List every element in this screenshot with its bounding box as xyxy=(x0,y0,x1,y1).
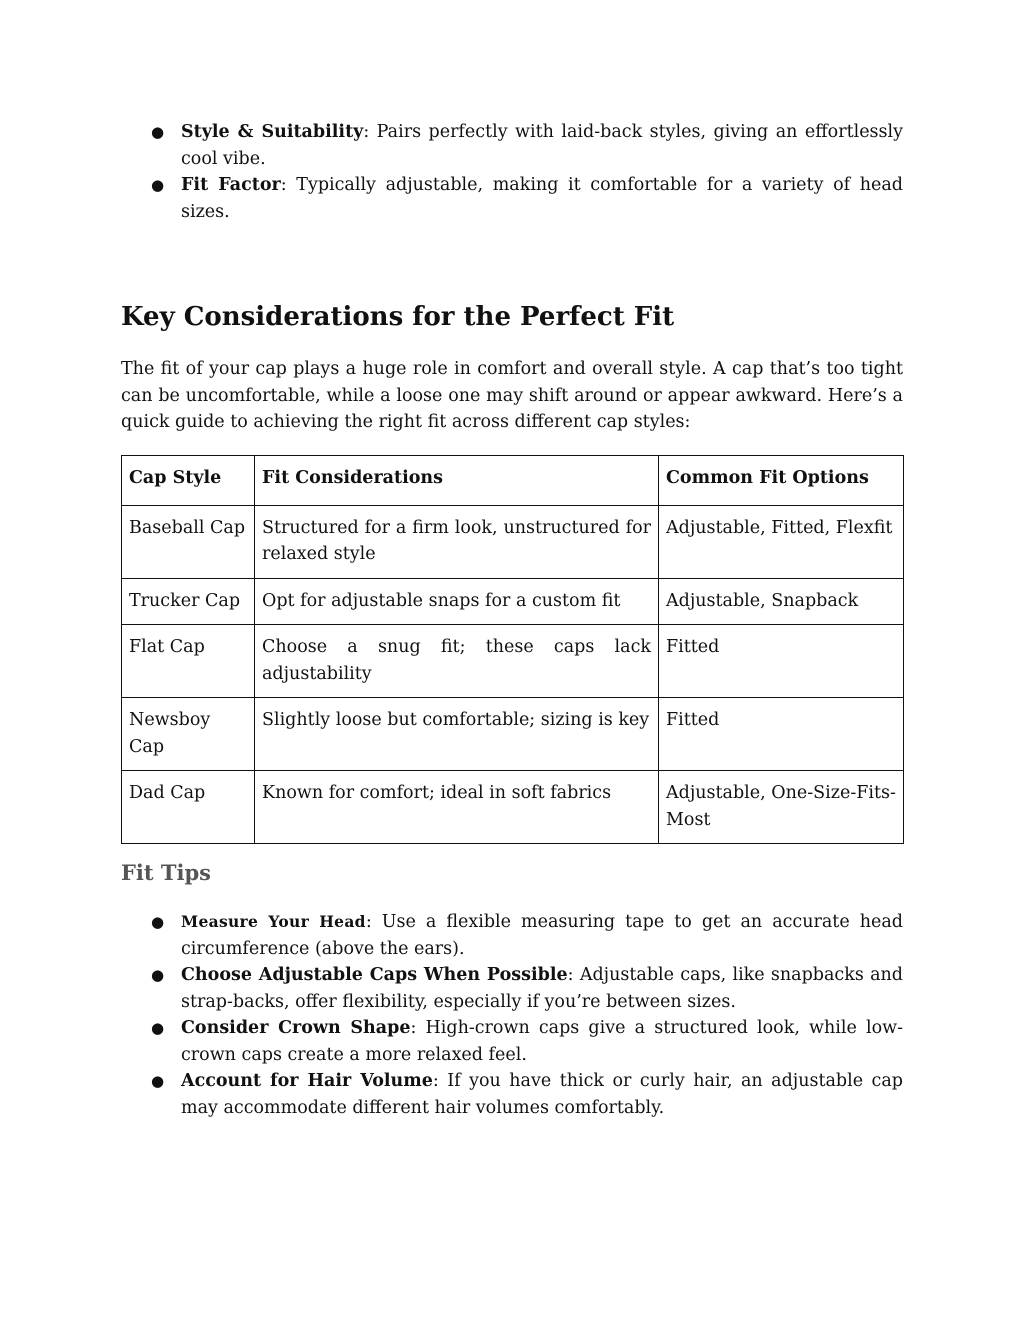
section-heading: Key Considerations for the Perfect Fit xyxy=(121,302,675,332)
style-bullet-list xyxy=(121,119,903,225)
table-cell: Flat Cap xyxy=(122,625,255,698)
bullet-term: Fit Factor xyxy=(181,175,281,195)
table-row xyxy=(122,505,904,578)
list-item xyxy=(121,172,903,225)
bullet-term: Style & Suitability xyxy=(181,122,364,142)
bullet-icon: ● xyxy=(151,123,165,141)
list-item xyxy=(121,909,903,962)
tip-term: Choose Adjustable Caps When Possible xyxy=(181,965,568,985)
table-cell: Baseball Cap xyxy=(122,505,255,578)
table-cell: Known for comfort; ideal in soft fabrics xyxy=(255,771,659,844)
table-row xyxy=(122,625,904,698)
tip-text: : Adjustable caps, like snapbacks and strap-backs, offer flexibility, especially if you’re between sizes. xyxy=(181,965,903,1012)
table-row xyxy=(122,698,904,771)
table-row xyxy=(122,771,904,844)
table-header-row xyxy=(122,456,904,506)
tip-term: Account for Hair Volume xyxy=(181,1071,433,1091)
table-cell: Fitted xyxy=(659,625,904,698)
table-cell: Adjustable, Fitted, Flexfit xyxy=(659,505,904,578)
bullet-text: : Typically adjustable, making it comfortable for a variety of head sizes. xyxy=(181,175,903,222)
tip-term: Consider Crown Shape xyxy=(181,1018,411,1038)
list-item xyxy=(121,962,903,1015)
intro-paragraph: The fit of your cap plays a huge role in comfort and overall style. A cap that’s too tight can be uncomfortable, while a loose one may shift around or appear awkward. Here’s a quick guide to achieving the right fit across different cap styles: xyxy=(121,359,903,432)
bullet-icon: ● xyxy=(151,1019,165,1037)
tip-text: : If you have thick or curly hair, an adjustable cap may accommodate different hair volumes comfortably. xyxy=(181,1071,903,1118)
column-header-common-fit-options: Common Fit Options xyxy=(659,456,904,506)
table-cell: Adjustable, Snapback xyxy=(659,578,904,625)
table-cell: Adjustable, One-Size-Fits-Most xyxy=(659,771,904,844)
table-cell: Choose a snug fit; these caps lack adjustability xyxy=(255,625,659,698)
table-cell: Dad Cap xyxy=(122,771,255,844)
bullet-icon: ● xyxy=(151,1072,165,1090)
bullet-icon: ● xyxy=(151,966,165,984)
list-item xyxy=(121,1015,903,1068)
fit-tips-heading: Fit Tips xyxy=(121,860,212,885)
bullet-icon: ● xyxy=(151,913,165,931)
table-cell: Fitted xyxy=(659,698,904,771)
fit-table xyxy=(121,455,904,844)
column-header-cap-style: Cap Style xyxy=(122,456,255,506)
bullet-icon: ● xyxy=(151,176,165,194)
table-cell: Slightly loose but comfortable; sizing is key xyxy=(255,698,659,771)
list-item xyxy=(121,119,903,172)
column-header-fit-considerations: Fit Considerations xyxy=(255,456,659,506)
tip-text: : Use a flexible measuring tape to get an accurate head circumference (above the ears). xyxy=(181,912,903,959)
table-row xyxy=(122,578,904,625)
table-cell: Trucker Cap xyxy=(122,578,255,625)
tip-term: Measure Your Head xyxy=(181,912,366,931)
bullet-text: : Pairs perfectly with laid-back styles, giving an effortlessly cool vibe. xyxy=(181,122,903,169)
tip-text: : High-crown caps give a structured look, while low-crown caps create a more relaxed feel. xyxy=(181,1018,904,1065)
table-cell: Newsboy Cap xyxy=(122,698,255,771)
table-cell: Opt for adjustable snaps for a custom fit xyxy=(255,578,659,625)
fit-tips-list xyxy=(121,909,903,1121)
table-cell: Structured for a firm look, unstructured for relaxed style xyxy=(255,505,659,578)
list-item xyxy=(121,1068,903,1121)
